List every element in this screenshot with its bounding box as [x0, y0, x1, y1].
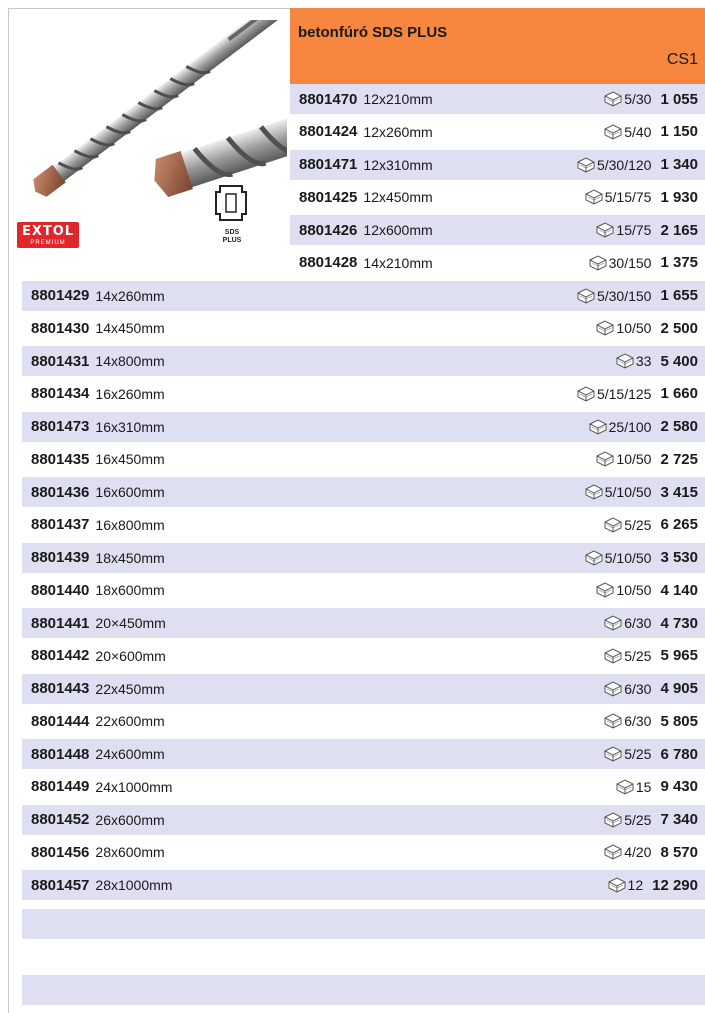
- product-size: 14x450mm: [95, 320, 165, 337]
- package-quantity: 5/30/150: [596, 287, 652, 304]
- product-price: 8 570: [660, 843, 698, 861]
- package-quantity: 33: [635, 353, 652, 369]
- product-number: 8801470: [299, 90, 358, 108]
- package-icon: [604, 812, 622, 828]
- product-size: 22x600mm: [95, 713, 165, 730]
- product-row: [22, 870, 705, 900]
- package-icon: [604, 681, 622, 697]
- package-icon: [616, 779, 634, 795]
- sds-plus-icon: [216, 186, 246, 220]
- package-quantity: 10/50: [616, 582, 652, 599]
- package-quantity: 30/150: [608, 254, 652, 271]
- package-icon: [596, 320, 614, 336]
- package-quantity: 10/50: [616, 320, 652, 337]
- product-row: [290, 182, 705, 212]
- product-number: 8801439: [31, 549, 90, 566]
- product-price: 1 340: [660, 156, 698, 173]
- product-price: 1 930: [660, 188, 698, 206]
- package-quantity: 5/15/125: [596, 385, 652, 402]
- product-row: [290, 248, 705, 278]
- logo-sub: PREMIUM: [30, 240, 66, 246]
- product-price: 9 430: [660, 778, 698, 796]
- logo-brand: EXTOL: [21, 224, 75, 239]
- product-size: 12x600mm: [363, 222, 433, 238]
- product-price: 1 655: [660, 287, 698, 304]
- product-size: 16x600mm: [95, 484, 165, 500]
- package-icon: [596, 582, 614, 598]
- extol-logo: [17, 222, 79, 248]
- product-size: 28x1000mm: [95, 877, 173, 893]
- product-row: [290, 215, 705, 245]
- product-price: 4 730: [660, 614, 698, 632]
- product-number: 8801440: [31, 581, 90, 599]
- product-price: 2 500: [660, 319, 698, 337]
- product-row: [22, 379, 705, 409]
- product-price: 7 340: [660, 811, 698, 828]
- product-row: [22, 641, 705, 671]
- product-price: 6 780: [660, 745, 698, 763]
- product-price: 1 055: [660, 90, 698, 108]
- package-icon: [596, 451, 614, 467]
- product-number: 8801471: [299, 156, 358, 173]
- product-price: 4 140: [660, 581, 698, 599]
- package-icon: [589, 419, 607, 435]
- package-icon: [589, 255, 607, 271]
- package-quantity: 5/10/50: [604, 484, 652, 500]
- product-price: 1 150: [660, 123, 698, 141]
- product-row: [22, 706, 705, 736]
- product-row: [22, 444, 705, 474]
- package-icon: [577, 386, 595, 402]
- package-icon: [604, 615, 622, 631]
- product-price: 4 905: [660, 680, 698, 697]
- package-quantity: 5/15/75: [604, 189, 652, 206]
- package-quantity: 6/30: [624, 680, 652, 697]
- product-row: [22, 543, 705, 573]
- section-title: betonfúró SDS PLUS: [298, 24, 448, 41]
- product-number: 8801444: [31, 712, 90, 730]
- product-price: 2 725: [660, 450, 698, 468]
- package-icon: [577, 288, 595, 304]
- product-size: 14x210mm: [363, 254, 433, 271]
- product-row: [22, 477, 705, 507]
- product-price: 3 530: [660, 549, 698, 566]
- package-quantity: 5/10/50: [604, 549, 652, 566]
- section-header: [290, 8, 705, 84]
- product-price: 12 290: [652, 876, 698, 894]
- product-row: [22, 510, 705, 540]
- package-quantity: 5/30/120: [596, 156, 652, 173]
- product-size: 24x600mm: [95, 746, 165, 762]
- package-quantity: 6/30: [624, 713, 652, 730]
- package-icon: [585, 189, 603, 205]
- product-size: 12x310mm: [363, 156, 433, 173]
- drill-bit-illustration: [22, 20, 287, 248]
- product-size: 12x260mm: [363, 123, 433, 140]
- product-size: 22x450mm: [95, 680, 165, 697]
- sds-plus-line2: PLUS: [222, 237, 242, 244]
- package-quantity: 25/100: [608, 418, 652, 435]
- product-size: 16x260mm: [95, 385, 165, 402]
- product-size: 18x450mm: [95, 549, 165, 566]
- product-number: 8801443: [31, 680, 90, 697]
- product-price: 1 660: [660, 385, 698, 403]
- package-quantity: 15/75: [616, 222, 652, 238]
- product-number: 8801430: [31, 319, 90, 337]
- product-number: 8801442: [31, 647, 90, 665]
- product-number: 8801473: [31, 418, 90, 435]
- product-row: [22, 412, 705, 442]
- product-row: [22, 608, 705, 638]
- product-size: 14x800mm: [95, 353, 165, 369]
- product-row: [22, 739, 705, 769]
- product-row: [22, 674, 705, 704]
- package-quantity: 4/20: [624, 844, 652, 861]
- product-image: [22, 20, 287, 248]
- product-number: 8801452: [31, 811, 90, 828]
- package-quantity: 5/25: [624, 746, 652, 762]
- package-icon: [577, 157, 595, 173]
- product-price: 6 265: [660, 516, 698, 534]
- product-price: 1 375: [660, 254, 698, 272]
- product-size: 18x600mm: [95, 582, 165, 599]
- product-size: 26x600mm: [95, 811, 165, 828]
- product-number: 8801437: [31, 516, 90, 534]
- product-price: 2 165: [660, 221, 698, 239]
- package-icon: [604, 517, 622, 533]
- package-icon: [596, 222, 614, 238]
- product-row: [290, 150, 705, 180]
- product-size: 20×450mm: [95, 615, 166, 631]
- package-icon: [585, 550, 603, 566]
- package-quantity: 5/25: [624, 647, 652, 664]
- product-number: 8801425: [299, 188, 358, 206]
- package-quantity: 10/50: [616, 451, 652, 468]
- product-number: 8801441: [31, 614, 90, 632]
- product-row: [22, 805, 705, 835]
- product-number: 8801457: [31, 876, 90, 894]
- product-size: 20×600mm: [95, 647, 166, 664]
- package-quantity: 5/25: [624, 811, 652, 828]
- product-number: 8801424: [299, 123, 358, 141]
- product-number: 8801435: [31, 450, 90, 468]
- product-number: 8801456: [31, 843, 90, 861]
- package-icon: [604, 124, 622, 140]
- product-price: 5 965: [660, 647, 698, 665]
- product-number: 8801429: [31, 287, 90, 304]
- product-number: 8801434: [31, 385, 90, 403]
- product-size: 14x260mm: [95, 287, 165, 304]
- product-size: 16x450mm: [95, 451, 165, 468]
- product-row: [22, 575, 705, 605]
- section-code: CS1: [666, 51, 698, 68]
- product-number: 8801448: [31, 745, 90, 763]
- product-number: 8801428: [299, 254, 358, 272]
- package-icon: [604, 844, 622, 860]
- product-price: 3 415: [660, 483, 698, 501]
- product-size: 12x450mm: [363, 189, 433, 206]
- package-icon: [604, 91, 622, 107]
- product-size: 16x800mm: [95, 516, 165, 533]
- product-price: 2 580: [660, 418, 698, 435]
- product-row: [22, 772, 705, 802]
- product-row: [22, 837, 705, 867]
- package-quantity: 6/30: [624, 615, 652, 631]
- product-row: [22, 313, 705, 343]
- product-number: 8801431: [31, 352, 90, 370]
- product-number: 8801436: [31, 483, 90, 501]
- product-price: 5 400: [660, 352, 698, 370]
- product-number: 8801426: [299, 221, 358, 239]
- product-price: 5 805: [660, 712, 698, 730]
- package-quantity: 5/30: [624, 91, 652, 107]
- product-size: 28x600mm: [95, 844, 165, 861]
- package-quantity: 12: [627, 877, 644, 893]
- sds-plus-line1: SDS: [224, 229, 240, 236]
- empty-row-stripe: [22, 909, 705, 939]
- package-icon: [604, 746, 622, 762]
- product-size: 24x1000mm: [95, 778, 173, 795]
- product-row: [22, 346, 705, 376]
- product-row: [290, 117, 705, 147]
- empty-row-stripe: [22, 975, 705, 1005]
- package-quantity: 15: [635, 778, 652, 795]
- package-icon: [585, 484, 603, 500]
- product-size: 16x310mm: [95, 418, 165, 435]
- package-icon: [604, 713, 622, 729]
- package-quantity: 5/40: [624, 123, 652, 140]
- product-number: 8801449: [31, 778, 90, 796]
- package-icon: [608, 877, 626, 893]
- package-quantity: 5/25: [624, 516, 652, 533]
- product-size: 12x210mm: [363, 91, 433, 107]
- package-icon: [616, 353, 634, 369]
- product-row: [290, 84, 705, 114]
- package-icon: [604, 648, 622, 664]
- product-row: [22, 281, 705, 311]
